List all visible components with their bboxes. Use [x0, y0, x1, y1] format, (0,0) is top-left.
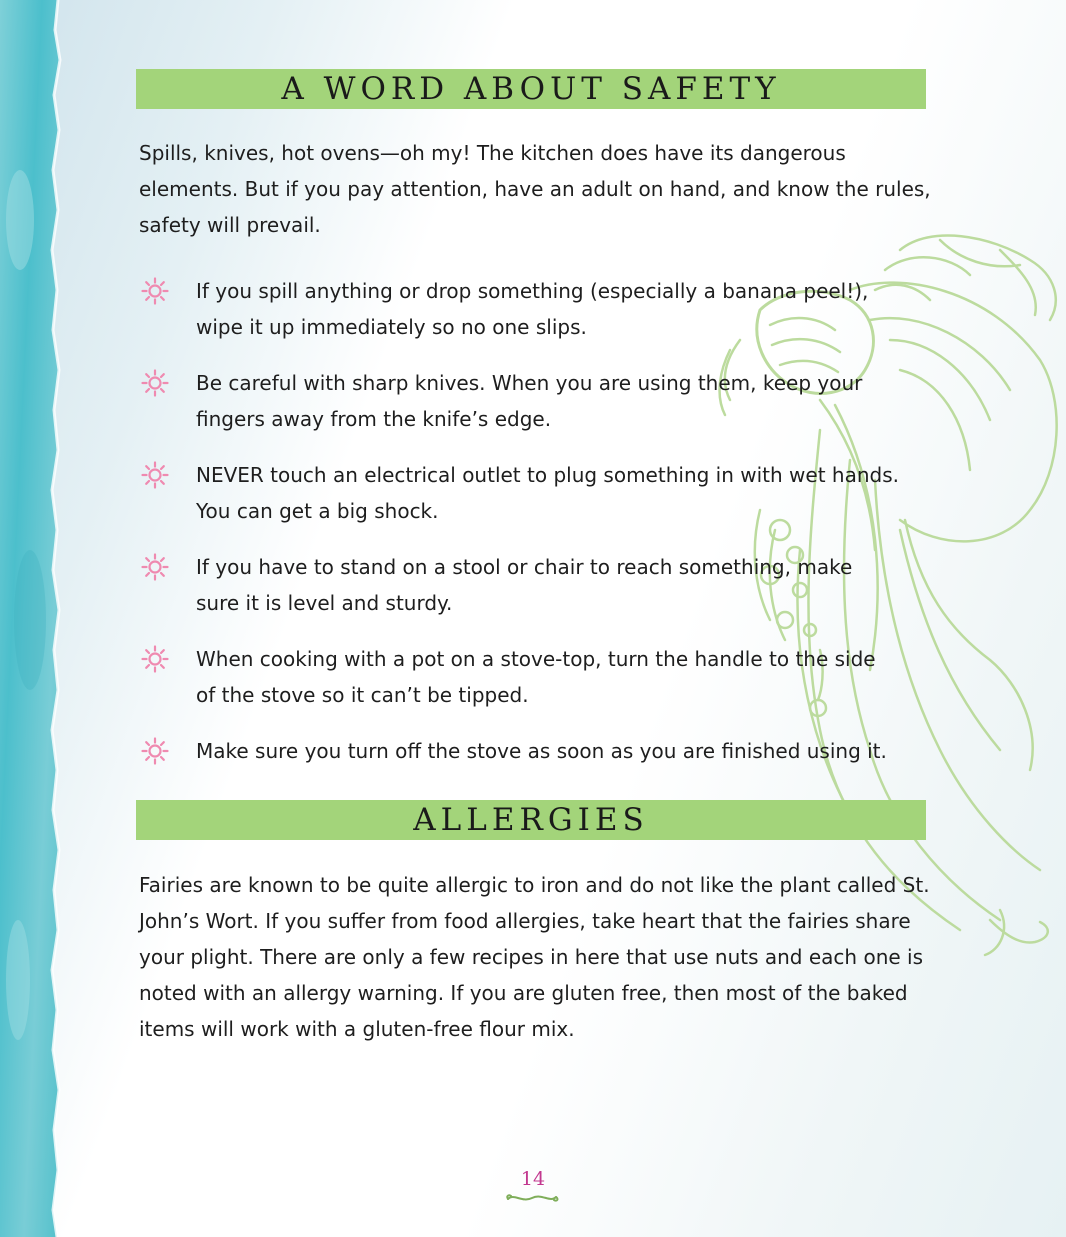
rule-text: If you have to stand on a stool or chair to reach something, make sure it is level and sturdy.: [196, 555, 853, 615]
list-item: [139, 641, 899, 713]
rule-text: If you spill anything or drop something (especially a banana peel!), wipe it up immediately so no one slips.: [196, 279, 869, 339]
flower-icon: [141, 461, 169, 489]
safety-intro: Spills, knives, hot ovens—oh my! The kitchen does have its dangerous elements. But if you pay attention, have an adult on hand, and know the rules, safety will prevail.: [139, 141, 931, 237]
list-item: [139, 273, 899, 345]
allergies-heading: ALLERGIES: [136, 800, 926, 840]
flower-icon: [141, 277, 169, 305]
page-flourish-ornament: [504, 1190, 560, 1206]
rule-text: Make sure you turn off the stove as soon as you are finished using it.: [196, 739, 887, 763]
page-number: 14: [520, 1168, 546, 1190]
watercolor-border: [0, 0, 64, 1237]
safety-rules-list: [139, 273, 899, 789]
flower-icon: [141, 645, 169, 673]
rule-text: When cooking with a pot on a stove-top, turn the handle to the side of the stove so it can’t be tipped.: [196, 647, 876, 707]
safety-heading: A WORD ABOUT SAFETY: [136, 69, 926, 109]
rule-text: NEVER touch an electrical outlet to plug something in with wet hands. You can get a big shock.: [196, 463, 899, 523]
rule-text: Be careful with sharp knives. When you are using them, keep your fingers away from the knife’s edge.: [196, 371, 863, 431]
allergies-text: Fairies are known to be quite allergic to iron and do not like the plant called St. John’s Wort. If you suffer from food allergies, take heart that the fairies share your plight. There are only a few recipes in here that use nuts and each one is noted with an allergy warning. If you are gluten free, then most of the baked items will work with a gluten-free flour mix.: [139, 873, 930, 1041]
list-item: [139, 457, 899, 529]
list-item: [139, 733, 899, 769]
list-item: [139, 549, 899, 621]
flower-icon: [141, 553, 169, 581]
list-item: [139, 365, 899, 437]
flower-icon: [141, 369, 169, 397]
flower-icon: [141, 737, 169, 765]
